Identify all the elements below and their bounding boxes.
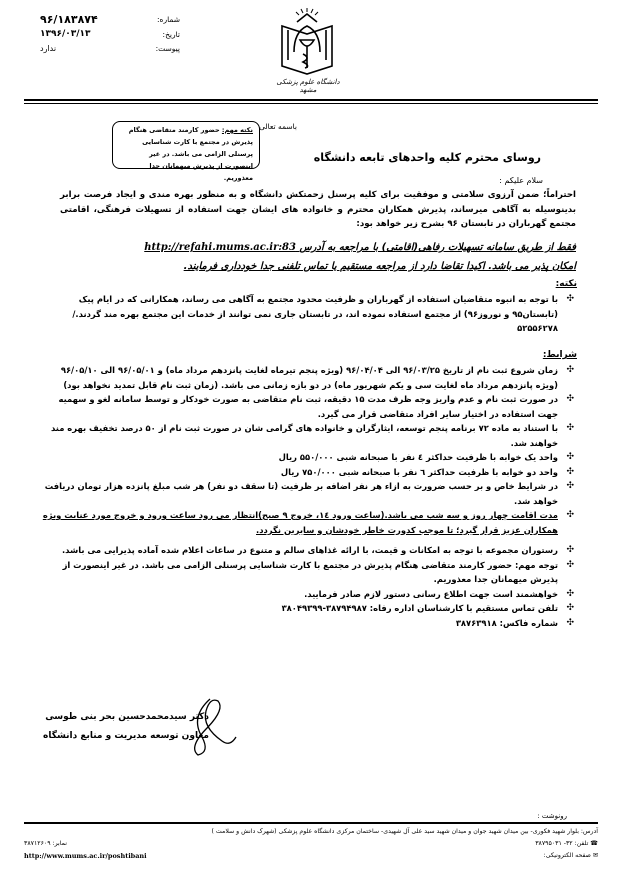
footer-fax: نمابر: ۳۸۷۱۲۶۰۹ [24,840,67,847]
condition-item: ✣ با استناد به ماده ۷۲ برنامه پنجم توسعه، ایثارگران و خانواده های گرامی شان در صورت ثبت نام از ۵۰ درصد تخفیف بهره مند خواهند شد. [50,423,574,448]
condition-item: ✣ واحد یک خوابه با ظرفیت حداکثر ٤ نفر با صبحانه شبی ۵۵۰/۰۰۰ ریال [40,450,576,465]
bullet-star-icon: ✣ [566,365,574,375]
emphasis-prefix: فقط از طریق سامانه تسهیلات رفاهی(اقامتی) با مراجعه به آدرس [299,242,576,253]
refahi-url-link[interactable]: http://refahi.mums.ac.ir:83 [144,242,296,253]
important-note-box [112,121,260,182]
bullet-star-icon: ✣ [566,481,574,491]
recipient-heading: روسای محترم کلیه واحدهای تابعه دانشگاه [313,151,541,164]
bullet-star-icon: ✣ [566,510,574,520]
bullet-star-icon: ✣ [566,466,574,477]
letter-number-row [40,13,180,26]
globe-icon: ✉ [592,852,598,859]
letter-date-row [40,29,180,39]
bismillah-heading: باسمه تعالی [259,122,297,131]
header-divider [24,99,598,101]
condition-item: ✣ خواهشمند است جهت اطلاع رسانی دستور لازم صادر فرمایید. [40,587,576,602]
conditions-list [40,363,576,630]
note-box-title: نکته مهم: [221,126,253,134]
letter-number-label: شماره: [157,15,180,24]
phone-icon: ☎ [590,840,598,847]
letter-date-label: تاریخ: [162,29,180,39]
footer-address [24,828,598,835]
condition-item: ✣ شماره فاکس: ۳۸۷۶۳۹۱۸ [40,616,576,631]
letter-date-value: ۱۳۹۶/۰۳/۱۳ [40,29,91,39]
footer-divider [24,822,598,824]
address-text: بلوار شهید فکوری- بین میدان شهید جوان و میدان شهید سید علی آل شهیدی- ساختمان مرکزی دانشگاه علوم پزشکی (شهرک دانش و سلامت ) [211,828,579,835]
note-section-title: نکته: [555,279,577,289]
bullet-star-icon: ✣ [566,559,574,570]
condition-item: ✣ در شرایط خاص و بر حسب ضرورت به ازاء هر نفر اضافه بر ظرفیت (تا سقف دو نفر) هر شب مبلغ پانزده هزار تومان دریافت خواهد شد. [44,481,574,506]
emphasis-line-1 [58,238,576,257]
footer-web-row [24,852,598,860]
signatory-name: دکتر سیدمحمدحسین بحر بنی طوسی [45,712,209,722]
note-box-text: حضور کارمند متقاضی هنگام پذیرش در مجتمع با کارت شناسایی پرسنلی الزامی می باشد. در غیر اینصورت از پذیرش میهمانان جدا معذوریم. [128,126,253,182]
bullet-star-icon: ✣ [566,423,574,433]
header-divider-thin [24,103,598,104]
note-item: ✣ با توجه به انبوه متقاضیان استفاده از گهرباران و ظرفیت محدود مجتمع به آگاهی می رساند، همکارانی که در ایام پیک (تابستان۹۵ و نوروز۹۶) از مجتمع استفاده نموده اند، در تابستان جاری نمی توانند از خدمات این مجتمع بهره مند گردند./۵۲۵۵۶۲۷۸ [72,294,574,333]
condition-item: ✣ واحد دو خوابه با ظرفیت حداکثر ٦ نفر با صبحانه شبی ۷۵۰/۰۰۰ ریال [40,465,576,480]
cc-label: رونوشت : [537,812,567,820]
bullet-star-icon: ✣ [566,294,574,304]
signatory-title: معاون توسعه مدیریت و منابع دانشگاه [43,731,209,741]
bullet-star-icon: ✣ [566,603,574,613]
footer-web-label: ✉ صفحه الکترونیکی: [543,852,598,859]
condition-item: ✣ تلفن تماس مستقیم با کارشناسان اداره رفاه: ۳۸۷۹۴۹۸۷-۳۸۰۴۹۳۹۹ [40,601,576,616]
intro-paragraph: احتراماً؛ ضمن آرزوی سلامتی و موفقیت برای کلیه پرسنل زحمتکش دانشگاه و به منظور بهره مندی و ایجاد فرصت برابر بدینوسیله به آگاهی میرساند، پذیرش همکاران محترم و خانواده های ایشان جهت استفاده از تسهیلات فرهنگی، اقامتی مجتمع گهرباران در تابستان ۹۶ بشرح زیر خواهد بود: [60,190,576,229]
condition-item: ✣ زمان شروع ثبت نام از تاریخ ۹۶/۰۳/۲۵ الی ۹۶/۰۴/۰۴ (ویژه پنجم تیرماه لغایت پانزدهم مرداد ماه) و ۹۶/۰۵/۰۱ الی ۹۶/۰۵/۱۰ (ویژه پانزدهم مرداد ماه لغایت سی و یکم شهریور ماه) در دو بازه زمانی می باشد. (زمان ثبت نام قابل تمدید نخواهد بود) [60,365,574,390]
letter-attachment-label: پیوست: [155,44,180,53]
condition-item: ✣ مدت اقامت چهار روز و سه شب می باشد.(ساعت ورود ١٤، خروج ۹ صبح)انتظار می رود ساعت ورود و خروج مورد عنایت ویژه همکاران عزیز قرار گیرد؛ تا موجب کدورت خاطر خودشان و سایرین نگردد. [42,510,574,535]
conditions-section-title: شرایط: [542,350,577,360]
condition-item: ✣ توجه مهم: حضور کارمند متقاضی هنگام پذیرش در مجتمع با کارت شناسایی پرسنلی الزامی می باشد. در غیر اینصورت از پذیرش میهمانان جدا معذوریم. [62,559,574,584]
university-logo-icon [272,8,342,78]
bullet-star-icon: ✣ [566,394,574,404]
footer-web-link[interactable]: http://www.mums.ac.ir/poshtibani [24,852,147,860]
greeting: سلام علیکم : [499,176,543,185]
footer-phone: ☎ تلفن: ۳۲- ۳۸۷۹۵۰۳۱ [535,840,598,847]
registration-emphasis [58,238,576,276]
address-label: آدرس: [580,828,598,835]
letter-attachment-value: ندارد [40,44,57,53]
bullet-star-icon: ✣ [566,617,574,628]
bullet-star-icon: ✣ [566,545,574,555]
condition-item: ✣ در صورت ثبت نام و عدم واریز وجه ظرف مدت ۱۵ دقیقه، ثبت نام متقاضی به صورت خودکار و توسط سامانه لغو و سهمیه جهت استفاده در اختیار سایر افراد متقاضی قرار می گیرد. [58,394,574,419]
handwritten-signature-icon [180,697,240,757]
letter-attachment-row [40,44,180,53]
university-name-caption: دانشگاه علوم پزشکی مشهد [276,78,340,94]
bullet-star-icon: ✣ [566,588,574,599]
condition-item: ✣ رستوران مجموعه با توجه به امکانات و قیمت، با ارائه غذاهای سالم و متنوع در ساعات اعلام شده آماده پذیرایی می باشد. [40,543,576,558]
footer-contact-row [24,840,598,847]
bullet-star-icon: ✣ [566,452,574,462]
emphasis-line-2: امکان پذیر می باشد. اکیدا تقاضا دارد از مراجعه مستقیم یا تماس تلفنی جدا خودداری فرمایند. [183,261,576,272]
note-list [40,292,576,336]
letter-number-value: ۹۶/۱۸۳۸۷۴ [40,13,98,26]
